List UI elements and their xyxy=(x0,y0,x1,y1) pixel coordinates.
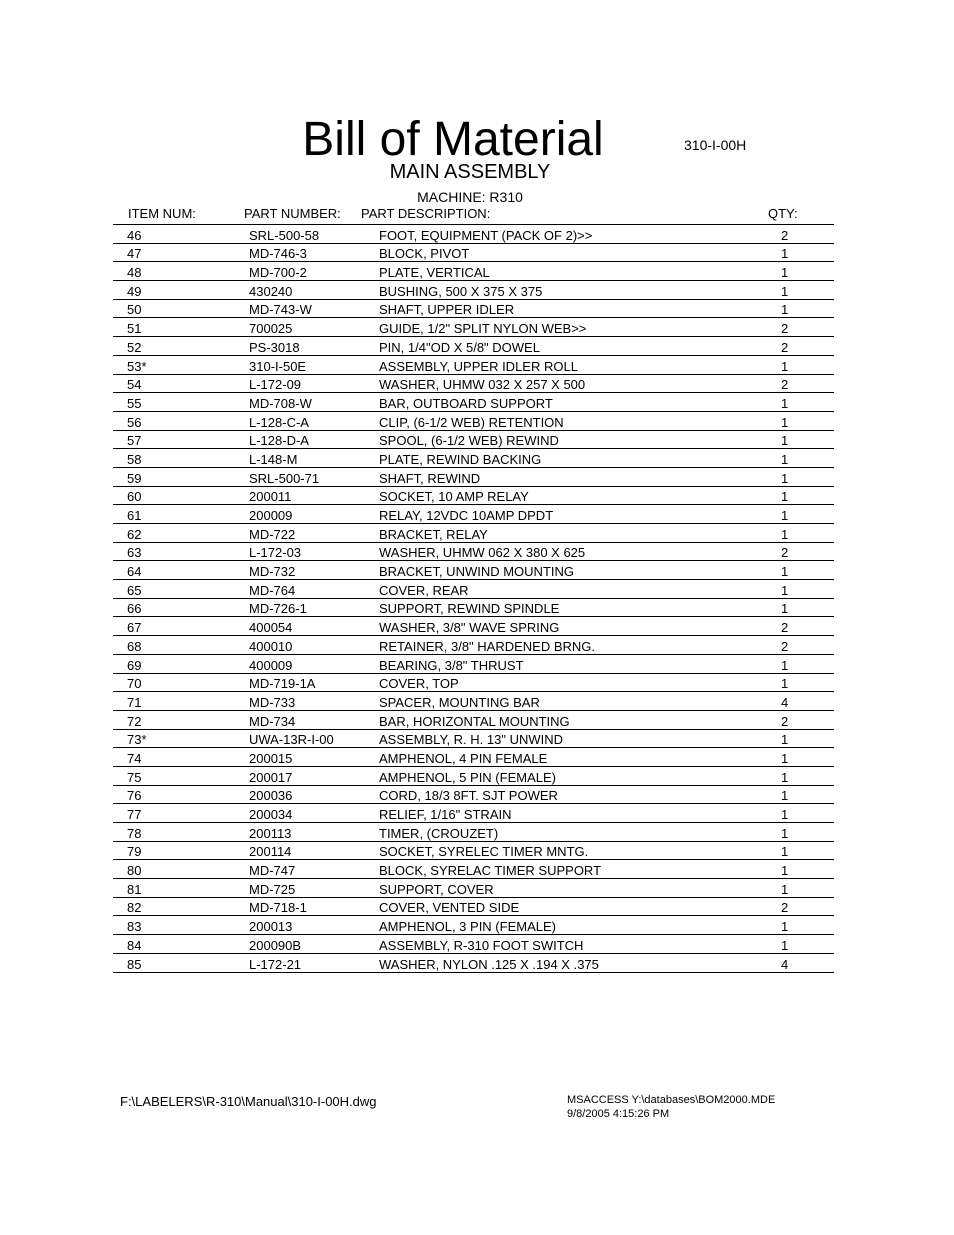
part-number-cell: MD-722 xyxy=(249,524,379,543)
header-item-num: ITEM NUM: xyxy=(128,206,196,221)
item-num-cell: 48 xyxy=(113,262,249,281)
item-num-cell: 79 xyxy=(113,841,249,860)
part-description-cell: AMPHENOL, 5 PIN (FEMALE) xyxy=(379,766,781,785)
item-num-cell: 50 xyxy=(113,299,249,318)
part-description-cell: BRACKET, RELAY xyxy=(379,524,781,543)
part-number-cell: 200013 xyxy=(249,916,379,935)
table-row xyxy=(113,467,834,486)
qty-cell: 1 xyxy=(781,411,834,430)
part-number-cell: 400010 xyxy=(249,636,379,655)
table-row xyxy=(113,561,834,580)
item-num-cell: 60 xyxy=(113,486,249,505)
part-description-cell: SHAFT, UPPER IDLER xyxy=(379,299,781,318)
part-number-cell: SRL-500-71 xyxy=(249,467,379,486)
table-row xyxy=(113,916,834,935)
table-row xyxy=(113,654,834,673)
table-row xyxy=(113,505,834,524)
table-row xyxy=(113,225,834,244)
qty-cell: 1 xyxy=(781,486,834,505)
item-num-cell: 59 xyxy=(113,467,249,486)
part-number-cell: 200009 xyxy=(249,505,379,524)
qty-cell: 1 xyxy=(781,729,834,748)
part-number-cell: MD-700-2 xyxy=(249,262,379,281)
qty-cell: 1 xyxy=(781,393,834,412)
part-number-cell: 200113 xyxy=(249,823,379,842)
item-num-cell: 51 xyxy=(113,318,249,337)
qty-cell: 1 xyxy=(781,449,834,468)
item-num-cell: 83 xyxy=(113,916,249,935)
item-num-cell: 57 xyxy=(113,430,249,449)
table-row xyxy=(113,673,834,692)
part-number-cell: MD-719-1A xyxy=(249,673,379,692)
qty-cell: 2 xyxy=(781,225,834,244)
qty-cell: 1 xyxy=(781,281,834,300)
machine-label: MACHINE: R310 xyxy=(417,189,523,205)
table-row xyxy=(113,692,834,711)
item-num-cell: 70 xyxy=(113,673,249,692)
item-num-cell: 52 xyxy=(113,337,249,356)
part-number-cell: UWA-13R-I-00 xyxy=(249,729,379,748)
item-num-cell: 65 xyxy=(113,580,249,599)
part-description-cell: BRACKET, UNWIND MOUNTING xyxy=(379,561,781,580)
part-description-cell: BLOCK, PIVOT xyxy=(379,243,781,262)
table-row xyxy=(113,337,834,356)
item-num-cell: 85 xyxy=(113,953,249,972)
item-num-cell: 49 xyxy=(113,281,249,300)
item-num-cell: 46 xyxy=(113,225,249,244)
part-number-cell: 200015 xyxy=(249,748,379,767)
part-number-cell: MD-708-W xyxy=(249,393,379,412)
part-description-cell: BAR, HORIZONTAL MOUNTING xyxy=(379,710,781,729)
part-description-cell: SOCKET, SYRELEC TIMER MNTG. xyxy=(379,841,781,860)
table-row xyxy=(113,617,834,636)
qty-cell: 2 xyxy=(781,636,834,655)
bom-table xyxy=(113,224,834,973)
qty-cell: 1 xyxy=(781,804,834,823)
qty-cell: 4 xyxy=(781,953,834,972)
table-row xyxy=(113,841,834,860)
part-description-cell: GUIDE, 1/2" SPLIT NYLON WEB>> xyxy=(379,318,781,337)
part-description-cell: SPOOL, (6-1/2 WEB) REWIND xyxy=(379,430,781,449)
drawing-file-path: F:\LABELERS\R-310\Manual\310-I-00H.dwg xyxy=(120,1094,377,1109)
part-number-cell: 200034 xyxy=(249,804,379,823)
qty-cell: 1 xyxy=(781,841,834,860)
qty-cell: 1 xyxy=(781,467,834,486)
part-description-cell: SUPPORT, REWIND SPINDLE xyxy=(379,598,781,617)
table-row xyxy=(113,262,834,281)
table-row xyxy=(113,860,834,879)
table-row xyxy=(113,823,834,842)
item-num-cell: 47 xyxy=(113,243,249,262)
qty-cell: 1 xyxy=(781,598,834,617)
part-number-cell: MD-726-1 xyxy=(249,598,379,617)
table-row xyxy=(113,879,834,898)
table-row xyxy=(113,486,834,505)
table-row xyxy=(113,411,834,430)
part-number-cell: 700025 xyxy=(249,318,379,337)
item-num-cell: 82 xyxy=(113,897,249,916)
part-description-cell: ASSEMBLY, UPPER IDLER ROLL xyxy=(379,355,781,374)
item-num-cell: 58 xyxy=(113,449,249,468)
table-row xyxy=(113,393,834,412)
qty-cell: 1 xyxy=(781,860,834,879)
part-number-cell: 400009 xyxy=(249,654,379,673)
qty-cell: 2 xyxy=(781,617,834,636)
part-description-cell: SPACER, MOUNTING BAR xyxy=(379,692,781,711)
table-row xyxy=(113,318,834,337)
part-description-cell: ASSEMBLY, R-310 FOOT SWITCH xyxy=(379,935,781,954)
part-description-cell: PLATE, VERTICAL xyxy=(379,262,781,281)
qty-cell: 2 xyxy=(781,710,834,729)
part-number-cell: L-128-C-A xyxy=(249,411,379,430)
part-number-cell: 400054 xyxy=(249,617,379,636)
part-number-cell: 200036 xyxy=(249,785,379,804)
part-description-cell: WASHER, UHMW 062 X 380 X 625 xyxy=(379,542,781,561)
part-description-cell: BAR, OUTBOARD SUPPORT xyxy=(379,393,781,412)
header-part-description: PART DESCRIPTION: xyxy=(361,206,491,221)
bom-table-body xyxy=(113,225,834,973)
table-row xyxy=(113,524,834,543)
item-num-cell: 54 xyxy=(113,374,249,393)
document-title: Bill of Material xyxy=(302,113,604,166)
qty-cell: 2 xyxy=(781,318,834,337)
table-row xyxy=(113,430,834,449)
part-description-cell: SUPPORT, COVER xyxy=(379,879,781,898)
item-num-cell: 53* xyxy=(113,355,249,374)
part-number-cell: MD-743-W xyxy=(249,299,379,318)
item-num-cell: 81 xyxy=(113,879,249,898)
item-num-cell: 73* xyxy=(113,729,249,748)
database-path: MSACCESS Y:\databases\BOM2000.MDE xyxy=(567,1094,776,1106)
table-row xyxy=(113,542,834,561)
part-number-cell: MD-734 xyxy=(249,710,379,729)
qty-cell: 4 xyxy=(781,692,834,711)
table-row xyxy=(113,374,834,393)
part-number-cell: L-172-21 xyxy=(249,953,379,972)
table-row xyxy=(113,785,834,804)
item-num-cell: 64 xyxy=(113,561,249,580)
part-number-cell: L-172-03 xyxy=(249,542,379,561)
item-num-cell: 66 xyxy=(113,598,249,617)
part-number-cell: MD-725 xyxy=(249,879,379,898)
item-num-cell: 56 xyxy=(113,411,249,430)
table-row xyxy=(113,355,834,374)
qty-cell: 1 xyxy=(781,299,834,318)
part-description-cell: PIN, 1/4"OD X 5/8" DOWEL xyxy=(379,337,781,356)
part-number-cell: 200017 xyxy=(249,766,379,785)
part-number-cell: SRL-500-58 xyxy=(249,225,379,244)
part-number-cell: L-128-D-A xyxy=(249,430,379,449)
part-number-cell: 200011 xyxy=(249,486,379,505)
item-num-cell: 77 xyxy=(113,804,249,823)
header-part-number: PART NUMBER: xyxy=(244,206,341,221)
qty-cell: 2 xyxy=(781,374,834,393)
qty-cell: 1 xyxy=(781,785,834,804)
part-description-cell: BEARING, 3/8" THRUST xyxy=(379,654,781,673)
item-num-cell: 69 xyxy=(113,654,249,673)
qty-cell: 1 xyxy=(781,823,834,842)
qty-cell: 1 xyxy=(781,505,834,524)
table-row xyxy=(113,897,834,916)
item-num-cell: 72 xyxy=(113,710,249,729)
part-number-cell: L-172-09 xyxy=(249,374,379,393)
part-number-cell: MD-733 xyxy=(249,692,379,711)
part-number-cell: 200114 xyxy=(249,841,379,860)
table-row xyxy=(113,243,834,262)
qty-cell: 1 xyxy=(781,355,834,374)
qty-cell: 2 xyxy=(781,542,834,561)
table-row xyxy=(113,449,834,468)
part-number-cell: MD-746-3 xyxy=(249,243,379,262)
item-num-cell: 63 xyxy=(113,542,249,561)
table-row xyxy=(113,748,834,767)
item-num-cell: 84 xyxy=(113,935,249,954)
item-num-cell: 71 xyxy=(113,692,249,711)
part-description-cell: WASHER, 3/8" WAVE SPRING xyxy=(379,617,781,636)
part-description-cell: FOOT, EQUIPMENT (PACK OF 2)>> xyxy=(379,225,781,244)
table-row xyxy=(113,580,834,599)
part-description-cell: RELAY, 12VDC 10AMP DPDT xyxy=(379,505,781,524)
qty-cell: 1 xyxy=(781,916,834,935)
part-description-cell: RELIEF, 1/16" STRAIN xyxy=(379,804,781,823)
part-description-cell: WASHER, NYLON .125 X .194 X .375 xyxy=(379,953,781,972)
table-row xyxy=(113,710,834,729)
item-num-cell: 62 xyxy=(113,524,249,543)
part-description-cell: BLOCK, SYRELAC TIMER SUPPORT xyxy=(379,860,781,879)
qty-cell: 2 xyxy=(781,337,834,356)
print-timestamp: 9/8/2005 4:15:26 PM xyxy=(567,1108,670,1120)
database-stamp xyxy=(567,1093,775,1121)
item-num-cell: 67 xyxy=(113,617,249,636)
part-description-cell: PLATE, REWIND BACKING xyxy=(379,449,781,468)
item-num-cell: 78 xyxy=(113,823,249,842)
part-number-cell: L-148-M xyxy=(249,449,379,468)
part-number-cell: MD-718-1 xyxy=(249,897,379,916)
item-num-cell: 61 xyxy=(113,505,249,524)
part-number-cell: MD-732 xyxy=(249,561,379,580)
part-number-cell: 430240 xyxy=(249,281,379,300)
part-description-cell: SHAFT, REWIND xyxy=(379,467,781,486)
part-description-cell: CORD, 18/3 8FT. SJT POWER xyxy=(379,785,781,804)
header-qty: QTY: xyxy=(768,206,798,221)
document-number: 310-I-00H xyxy=(684,137,747,153)
qty-cell: 1 xyxy=(781,673,834,692)
qty-cell: 1 xyxy=(781,580,834,599)
part-number-cell: 200090B xyxy=(249,935,379,954)
part-description-cell: CLIP, (6-1/2 WEB) RETENTION xyxy=(379,411,781,430)
item-num-cell: 76 xyxy=(113,785,249,804)
part-description-cell: TIMER, (CROUZET) xyxy=(379,823,781,842)
qty-cell: 2 xyxy=(781,897,834,916)
qty-cell: 1 xyxy=(781,935,834,954)
part-description-cell: AMPHENOL, 3 PIN (FEMALE) xyxy=(379,916,781,935)
table-row xyxy=(113,935,834,954)
assembly-subtitle: MAIN ASSEMBLY xyxy=(389,161,551,183)
part-number-cell: MD-764 xyxy=(249,580,379,599)
qty-cell: 1 xyxy=(781,748,834,767)
part-description-cell: WASHER, UHMW 032 X 257 X 500 xyxy=(379,374,781,393)
part-description-cell: RETAINER, 3/8" HARDENED BRNG. xyxy=(379,636,781,655)
item-num-cell: 74 xyxy=(113,748,249,767)
table-row xyxy=(113,729,834,748)
part-number-cell: 310-I-50E xyxy=(249,355,379,374)
qty-cell: 1 xyxy=(781,654,834,673)
part-description-cell: ASSEMBLY, R. H. 13" UNWIND xyxy=(379,729,781,748)
part-description-cell: BUSHING, 500 X 375 X 375 xyxy=(379,281,781,300)
part-number-cell: MD-747 xyxy=(249,860,379,879)
qty-cell: 1 xyxy=(781,879,834,898)
part-description-cell: COVER, TOP xyxy=(379,673,781,692)
table-row xyxy=(113,299,834,318)
table-row xyxy=(113,953,834,972)
item-num-cell: 68 xyxy=(113,636,249,655)
qty-cell: 1 xyxy=(781,561,834,580)
part-description-cell: COVER, REAR xyxy=(379,580,781,599)
table-row xyxy=(113,281,834,300)
table-row xyxy=(113,804,834,823)
part-description-cell: COVER, VENTED SIDE xyxy=(379,897,781,916)
table-row xyxy=(113,636,834,655)
qty-cell: 1 xyxy=(781,766,834,785)
qty-cell: 1 xyxy=(781,524,834,543)
part-number-cell: PS-3018 xyxy=(249,337,379,356)
table-row xyxy=(113,598,834,617)
item-num-cell: 75 xyxy=(113,766,249,785)
item-num-cell: 55 xyxy=(113,393,249,412)
qty-cell: 1 xyxy=(781,430,834,449)
part-description-cell: SOCKET, 10 AMP RELAY xyxy=(379,486,781,505)
qty-cell: 1 xyxy=(781,243,834,262)
item-num-cell: 80 xyxy=(113,860,249,879)
part-description-cell: AMPHENOL, 4 PIN FEMALE xyxy=(379,748,781,767)
qty-cell: 1 xyxy=(781,262,834,281)
table-row xyxy=(113,766,834,785)
